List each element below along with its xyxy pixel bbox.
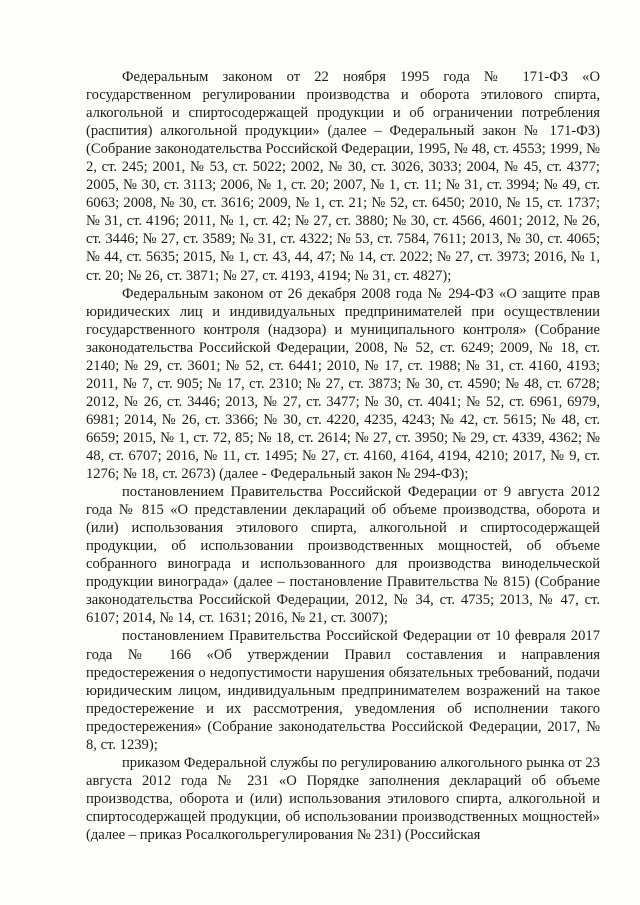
- paragraph-government-resolution-166: постановлением Правительства Российской Федерации от 10 февраля 2017 года № 166 «Об утверждении Правил составления и направления предостережения о недопустимости нарушения обязательных требований, подачи юридическим лицом, индивидуальным предпринимателем возражений на такое предостережение и их рассмотрения, уведомления об исполнении такого предостережения» (Собрание законодательства Российской Федерации, 2017, № 8, ст. 1239);: [86, 628, 600, 753]
- paragraph-federal-law-171: Федеральным законом от 22 ноября 1995 года № 171-ФЗ «О государственном регулировании производства и оборота этилового спирта, алкогольной и спиртосодержащей продукции и об ограничении потребления (распития) алкогольной продукции» (далее – Федеральный закон № 171-ФЗ) (Собрание законодательства Российской Федерации, 1995, № 48, ст. 4553; 1999, № 2, ст. 245; 2001, № 53, ст. 5022; 2002, № 30, ст. 3026, 3033; 2004, № 45, ст. 4377; 2005, № 30, ст. 3113; 2006, № 1, ст. 20; 2007, № 1, ст. 11; № 31, ст. 3994; № 49, ст. 6063; 2008, № 30, ст. 3616; 2009, № 1, ст. 21; № 52, ст. 6450; 2010, № 15, ст. 1737; № 31, ст. 4196; 2011, № 1, ст. 42; № 27, ст. 3880; № 30, ст. 4566, 4601; 2012, № 26, ст. 3446; № 27, ст. 3589; № 31, ст. 4322; № 53, ст. 7584, 7611; 2013, № 30, ст. 4065; № 44, ст. 5635; 2015, № 1, ст. 43, 44, 47; № 14, ст. 2022; № 27, ст. 3973; 2016, № 1, ст. 20; № 26, ст. 3871; № 27, ст. 4193, 4194; № 31, ст. 4827);: [86, 69, 600, 284]
- paragraph-order-231: приказом Федеральной службы по регулированию алкогольного рынка от 23 августа 2012 года № 231 «О Порядке заполнения деклараций об объеме производства, оборота и (или) использования этилового спирта, алкогольной и спиртосодержащей продукции, об использовании производственных мощностей» (далее – приказ Росалкогольрегулирования № 231) (Российская: [86, 754, 600, 843]
- document-body: [86, 68, 600, 844]
- paragraph-federal-law-294: Федеральным законом от 26 декабря 2008 года № 294-ФЗ «О защите прав юридических лиц и индивидуальных предпринимателей при осуществлении государственного контроля (надзора) и муниципального контроля» (Собрание законодательства Российской Федерации, 2008, № 52, ст. 6249; 2009, № 18, ст. 2140; № 29, ст. 3601; № 52, ст. 6441; 2010, № 17, ст. 1988; № 31, ст. 4160, 4193; 2011, № 7, ст. 905; № 17, ст. 2310; № 27, ст. 3873; № 30, ст. 4590; № 48, ст. 6728; 2012, № 26, ст. 3446; 2013, № 27, ст. 3477; № 30, ст. 4041; № 52, ст. 6961, 6979, 6981; 2014, № 26, ст. 3366; № 30, ст. 4220, 4235, 4243; № 42, ст. 5615; № 48, ст. 6659; 2015, № 1, ст. 72, 85; № 18, ст. 2614; № 27, ст. 3950; № 29, ст. 4339, 4362; № 48, ст. 6707; 2016, № 11, ст. 1495; № 27, ст. 4160, 4164, 4194, 4210; 2017, № 9, ст. 1276; № 18, ст. 2673) (далее - Федеральный закон № 294-ФЗ);: [86, 285, 600, 483]
- paragraph-government-resolution-815: постановлением Правительства Российской Федерации от 9 августа 2012 года № 815 «О представлении деклараций об объеме производства, оборота и (или) использования этилового спирта, алкогольной и спиртосодержащей продукции, об использовании производственных мощностей, об объеме собранного винограда и использованного для производства винодельческой продукции винограда» (далее – постановление Правительства № 815) (Собрание законодательства Российской Федерации, 2012, № 34, ст. 4735; 2013, № 47, ст. 6107; 2014, № 14, ст. 1631; 2016, № 21, ст. 3007);: [86, 484, 600, 627]
